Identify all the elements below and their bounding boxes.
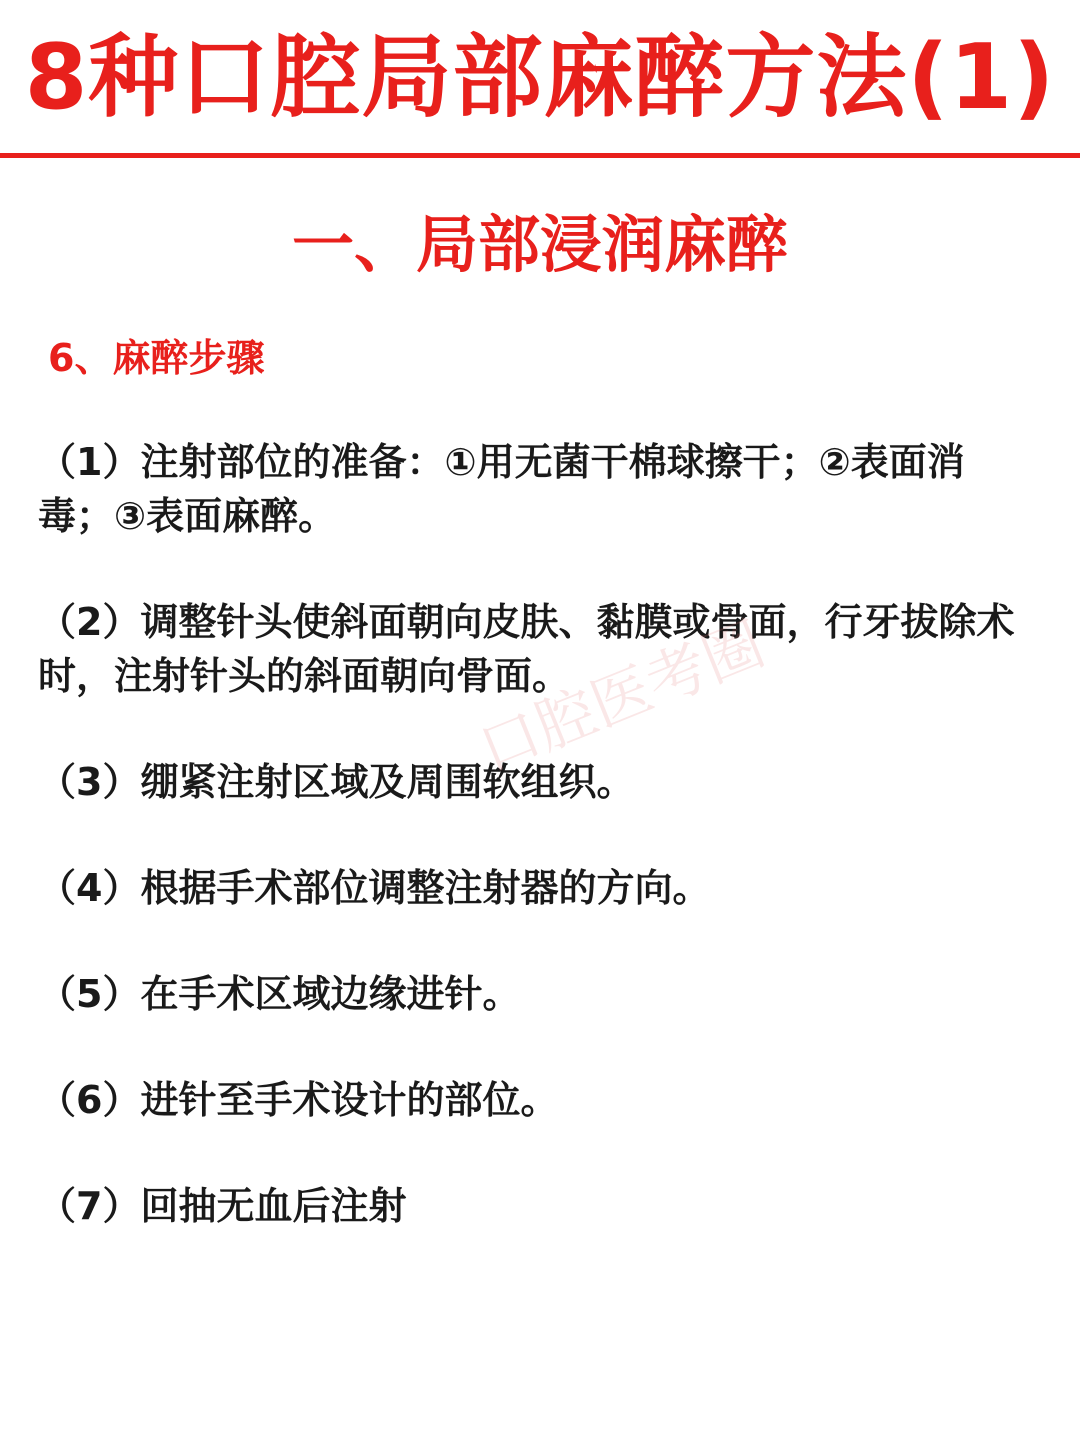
section-heading: 一、局部浸润麻醉: [291, 208, 788, 281]
step-list: [38, 435, 1038, 1285]
step-item-3: （3）绷紧注射区域及周围软组织。: [38, 760, 635, 804]
page-title: 8种口腔局部麻醉方法(1): [24, 25, 1056, 130]
step-item-7: （7）回抽无血后注射: [38, 1184, 407, 1228]
sub-heading: 6、麻醉步骤: [48, 336, 265, 380]
title-divider: [0, 153, 1080, 158]
watermark: 口腔医考圈: [469, 608, 775, 787]
step-item-4: （4）根据手术部位调整注射器的方向。: [38, 866, 711, 910]
step-item-1: （1）注射部位的准备：①用无菌干棉球擦干；②表面消毒；③表面麻醉。: [38, 440, 965, 538]
step-item-2: （2）调整针头使斜面朝向皮肤、黏膜或骨面，行牙拔除术时，注射针头的斜面朝向骨面。: [38, 600, 1015, 698]
step-item-5: （5）在手术区域边缘进针。: [38, 972, 521, 1016]
step-item-6: （6）进针至手术设计的部位。: [38, 1078, 559, 1122]
